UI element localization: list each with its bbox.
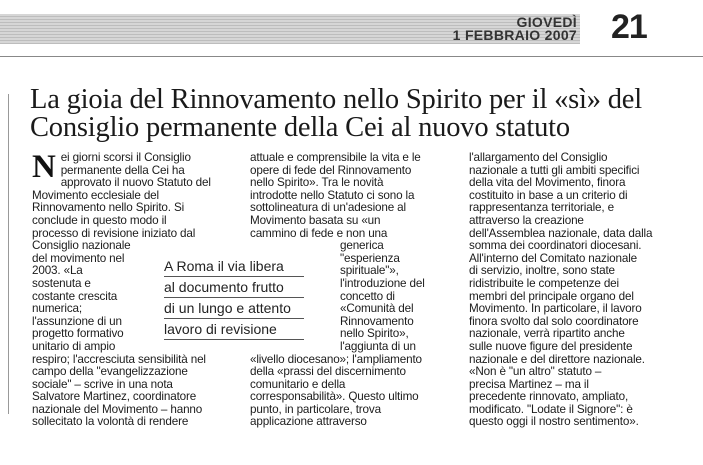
pull-quote-line: di un lungo e attento	[164, 298, 304, 319]
text-line: dell'Assemblea nazionale, data dalla	[469, 226, 653, 240]
text-line: opere di fede del Rinnovamento	[250, 163, 412, 177]
text-line: applicazione attraverso	[250, 415, 367, 429]
header-rule	[0, 56, 703, 57]
text-line: approvato il nuovo Statuto del	[60, 176, 211, 190]
text-line: l'aggiunta di un	[340, 339, 416, 353]
text-line: generica	[340, 239, 384, 253]
text-line: attraverso la creazione	[469, 213, 584, 227]
text-line: processo di revisione iniziato dal	[32, 226, 196, 240]
text-line: nazionale a tutti gli ambiti specifici	[469, 163, 640, 177]
text-line: permanente della Cei ha	[60, 163, 185, 177]
text-line: Movimento ecclesiale del	[32, 188, 159, 202]
page-number: 21	[611, 8, 647, 46]
text-line: attuale e comprensibile la vita e le	[250, 151, 421, 164]
text-line: Movimento. In particolare, il lavoro	[469, 302, 642, 316]
text-line: Salvatore Martinez, coordinatore	[32, 390, 197, 404]
text-line: progetto formativo	[32, 327, 124, 341]
left-margin-rule	[8, 94, 9, 414]
text-line: sollecitato la volontà di rendere	[32, 415, 189, 429]
text-line: conclude in questo modo il	[32, 213, 167, 227]
pull-quote-line: A Roma il via libera	[164, 256, 304, 277]
wrapped-text	[340, 240, 450, 353]
wrapped-text	[32, 240, 134, 353]
text-line: sulle nuove figure del presidente	[469, 339, 633, 353]
header-day: GIOVEDÌ	[516, 14, 577, 30]
pull-quote	[162, 256, 304, 340]
date-block	[453, 16, 577, 42]
text-line: unitario di ampio	[32, 339, 116, 353]
pull-quote-line: lavoro di revisione	[164, 319, 304, 340]
text-line: Consiglio nazionale	[32, 239, 131, 253]
text-line: l'allargamento del Consiglio	[469, 151, 608, 164]
text-line: Movimento basata su «un	[250, 213, 381, 227]
text-line: precedente rinnovato, ampliato,	[469, 390, 629, 404]
pull-quote-line: al documento frutto	[164, 277, 304, 298]
text-line: «Comunità del	[340, 302, 414, 316]
text-line: della vita del Movimento, finora	[469, 176, 626, 190]
text-line: campo della "evangelizzazione	[32, 365, 188, 379]
drop-cap: N	[32, 149, 56, 185]
text-line: finora svolto dal solo coordinatore	[469, 314, 639, 328]
text-line: precisa Martinez – ma il	[469, 377, 589, 391]
text-line: corresponsabilità». Questo ultimo	[250, 390, 419, 404]
text-line: l'assunzione di un	[32, 314, 122, 328]
text-line: rappresentanza territoriale, e	[469, 201, 614, 215]
text-line: «livello diocesano»; l'ampliamento	[250, 352, 422, 366]
text-line: nello Spirito». Tra le novità	[250, 176, 384, 190]
text-line: della «prassi del discernimento	[250, 365, 406, 379]
text-line: sostenuta e	[32, 276, 91, 290]
text-line: punto, in particolare, trova	[250, 402, 381, 416]
article-headline: La gioia del Rinnovamento nello Spirito per il «sì» del Consiglio permanente della Cei al nuovo statuto	[30, 84, 642, 143]
text-line: nazionale del Movimento – hanno	[32, 402, 203, 416]
text-line: Rinnovamento nello Spirito. Si	[32, 201, 185, 215]
text-line: l'introduzione del	[340, 276, 425, 290]
text-line: concetto di	[340, 289, 395, 303]
text-line: questo oggi il nostro sentimento».	[469, 415, 639, 429]
text-line: "esperienza	[340, 251, 400, 265]
text-line: cammino di fede e non una	[250, 226, 388, 240]
text-line: numerica;	[32, 302, 82, 316]
text-line: somma dei coordinatori diocesani.	[469, 239, 642, 253]
text-line: comunitario e della	[250, 377, 346, 391]
text-line: Rinnovamento	[340, 314, 414, 328]
header-date: 1 FEBBRAIO 2007	[452, 27, 577, 43]
text-line: All'interno del Comitato nazionale	[469, 251, 637, 265]
text-line: sottolineatura di un'adesione al	[250, 201, 406, 215]
article-column-3	[469, 152, 674, 429]
text-line: nello Spirito»,	[340, 327, 409, 341]
text-line: «Non è "un altro" statuto –	[469, 365, 602, 379]
text-line: modificato. "Lodate il Signore": è	[469, 402, 633, 416]
text-line: 2003. «La	[32, 264, 83, 278]
text-line: ridistribuite le competenze dei	[469, 276, 619, 290]
text-line: costante crescita	[32, 289, 118, 303]
text-line: nazionale, verrà ripartito anche	[469, 327, 625, 341]
text-line: nazionale e del direttore nazionale.	[469, 352, 645, 366]
text-line: costituito in base a un criterio di	[469, 188, 628, 202]
text-line: del movimento nel	[32, 251, 125, 265]
text-line: ei giorni scorsi il Consiglio	[60, 151, 191, 164]
text-line: di servizio, inoltre, sono state	[469, 264, 615, 278]
text-line: membri del principale organo del	[469, 289, 634, 303]
text-line: introdotte nello Statuto ci sono la	[250, 188, 415, 202]
text-line: respiro; l'accresciuta sensibilità nel	[32, 352, 206, 366]
text-line: sociale" – scrive in una nota	[32, 377, 173, 391]
text-line: spirituale"»,	[340, 264, 399, 278]
